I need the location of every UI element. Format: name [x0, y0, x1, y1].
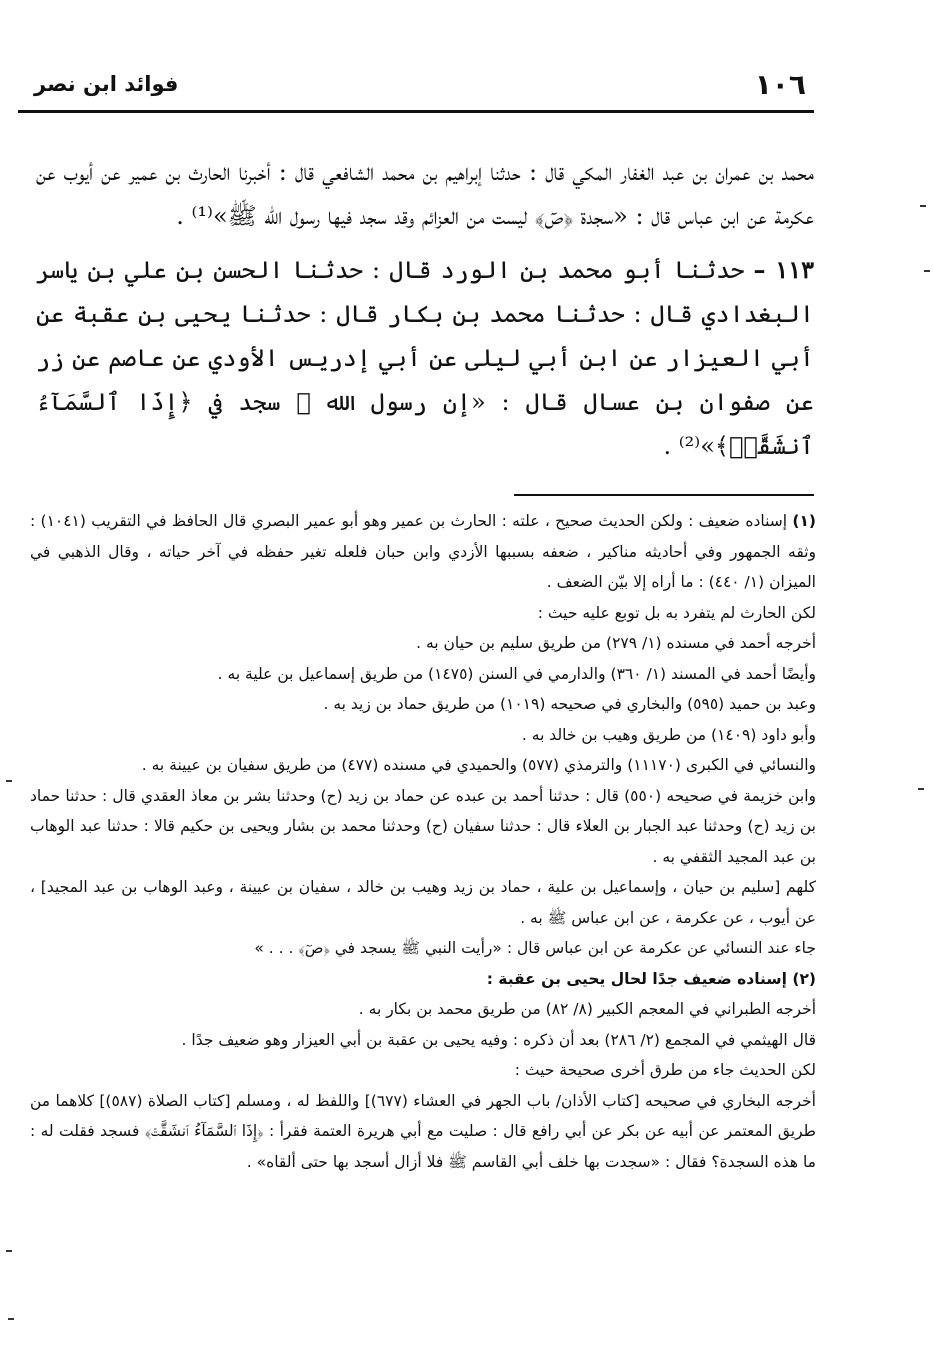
footnote-line: وعبد بن حميد (٥٩٥) والبخاري في صحيحه (١٠١٩) من طريق حماد بن زيد به .	[323, 695, 816, 713]
scan-dot	[918, 788, 924, 790]
footnote-line: أخرجه الطبراني في المعجم الكبير (٨/ ٨٢) من طريق محمد بن بكار به .	[358, 1000, 816, 1018]
footnote-line: وأبو داود (١٤٠٩) من طريق وهيب بن خالد به .	[521, 725, 816, 744]
header-rule	[18, 110, 814, 113]
footnote-line: أخرجه أحمد في مسنده (١/ ٢٧٩) من طريق سليم بن حيان به .	[416, 634, 816, 652]
footnote-line: وابن خزيمة في صحيحه (٥٥٠) قال : حدثنا أحمد بن عبده عن حماد بن زيد (ح) وحدثنا بشر بن معاذ العقدي قال : حدثنا حماد بن زيد (ح) وحدثنا عبد الجبار بن العلاء قال : حدثنا سفيان (ح) وحدثنا محمد بن بشار ويحيى بن حكيم قالا : حدثنا عبد الوهاب بن عبد المجيد الثقفي به .	[30, 786, 816, 866]
footnote-mark: (١)	[792, 512, 816, 530]
hadith-text: حدثنا أبو محمد بن الورد قال : حدثنا الحسن بن علي بن ياسر البغدادي قال : حدثنا محمد بن بكار قال : حدثنا يحيى بن عقبة عن أبي العيزار عن ابن أبي ليلى عن أبي إدريس الأودي عن عاصم عن زر عن صفوان بن عسال قال : «إن رسول الله ﷺ سجد في ﴿إِذَا ٱلسَّمَآءُ ٱنشَقَّتۡ﴾»⁽²⁾ .	[36, 256, 814, 460]
footnote-heading	[30, 506, 816, 598]
scan-dot	[920, 205, 926, 207]
scan-dot	[924, 270, 930, 272]
footnote-heading	[30, 964, 816, 995]
hadith-number: ١١٣ –	[753, 255, 814, 284]
footnotes	[30, 506, 816, 1177]
page-header	[22, 66, 814, 106]
footnote-line: وأيضًا أحمد في المسند (١/ ٣٦٠) والدارمي في السنن (١٤٧٥) من طريق إسماعيل بن علية به .	[217, 664, 816, 683]
scan-dot	[6, 780, 12, 782]
footnote-mark: (٢)	[792, 969, 816, 988]
footnote-line: جاء عند النسائي عن عكرمة عن ابن عباس قال : «رأيت النبي ﷺ يسجد في ﴿صٓ﴾ . . . »	[254, 939, 816, 957]
footnote-title: إسناده ضعيف : ولكن الحديث صحيح ، علته : الحارث بن عمير وهو أبو عمير البصري قال الحافظ في التقريب (١٠٤١) : وثقه الجمهور وفي أحاديثه مناكير ، ضعفه بسببها الأزدي وابن حبان فلعله تغير حفظه في آخر حياته ، وقال الذهبي في الميزان (١/ ٤٤٠) : ما أراه إلا بيّن الضعف .	[30, 512, 816, 591]
book-title: فوائد ابن نصر	[34, 72, 179, 96]
footnote-line: أخرجه البخاري في صحيحه [كتاب الأذان/ باب الجهر في العشاء (٦٧٧)] واللفظ له ، ومسلم [كتاب الصلاة (٥٨٧)] كلاهما من طريق المعتمر عن أبيه عن بكر عن أبي رافع قال : صليت مع أبي هريرة العتمة فقرأ : ﴿إِذَا ٱلسَّمَآءُ ٱنشَقَّتۡ﴾ فسجد فقلت له : ما هذه السجدة؟ فقال : «سجدت بها خلف أبي القاسم ﷺ فلا أزال أسجد بها حتى ألقاه» .	[30, 1091, 816, 1171]
main-text	[36, 150, 814, 468]
footnote-line: قال الهيثمي في المجمع (٢/ ٢٨٦) بعد أن ذكره : وفيه يحيى بن عقبة بن أبي العيزار وهو ضعيف جدًا .	[181, 1030, 816, 1049]
scan-dot	[6, 1250, 12, 1252]
footnote-2	[30, 964, 816, 1178]
main-paragraph: محمد بن عمران بن عبد الغفار المكي قال : حدثنا إبراهيم بن محمد الشافعي قال : أخبرنا الحارث بن عمير عن أيوب عن عكرمة عن ابن عباس قال : «سجدة ﴿صٓ﴾ ليست من العزائم وقد سجد فيها رسول الله ﷺ»⁽¹⁾ .	[36, 158, 815, 230]
footnote-line: كلهم [سليم بن حيان ، وإسماعيل بن علية ، حماد بن زيد وهيب بن خالد ، سفيان بن عيينة ، وعبد الوهاب بن عبد المجيد] ، عن أيوب ، عن عكرمة ، عن ابن عباس ﷺ به .	[30, 878, 816, 927]
footnote-1	[30, 506, 816, 964]
footnote-line: لكن الحديث جاء من طرق أخرى صحيحة حيث :	[514, 1061, 816, 1079]
hadith-paragraph	[36, 248, 814, 468]
footnote-title: إسناده ضعيف جدًا لحال يحيى بن عقبة :	[486, 969, 787, 988]
scan-dot	[8, 1318, 14, 1320]
page-number: ١٠٦	[754, 68, 806, 101]
footnote-line: والنسائي في الكبرى (١١١٧٠) والترمذي (٥٧٧) والحميدي في مسنده (٤٧٧) من طريق سفيان بن عيينة به .	[141, 756, 816, 774]
footnote-separator	[514, 494, 814, 496]
footnote-line: لكن الحارث لم يتفرد به بل توبع عليه حيث :	[537, 603, 816, 622]
